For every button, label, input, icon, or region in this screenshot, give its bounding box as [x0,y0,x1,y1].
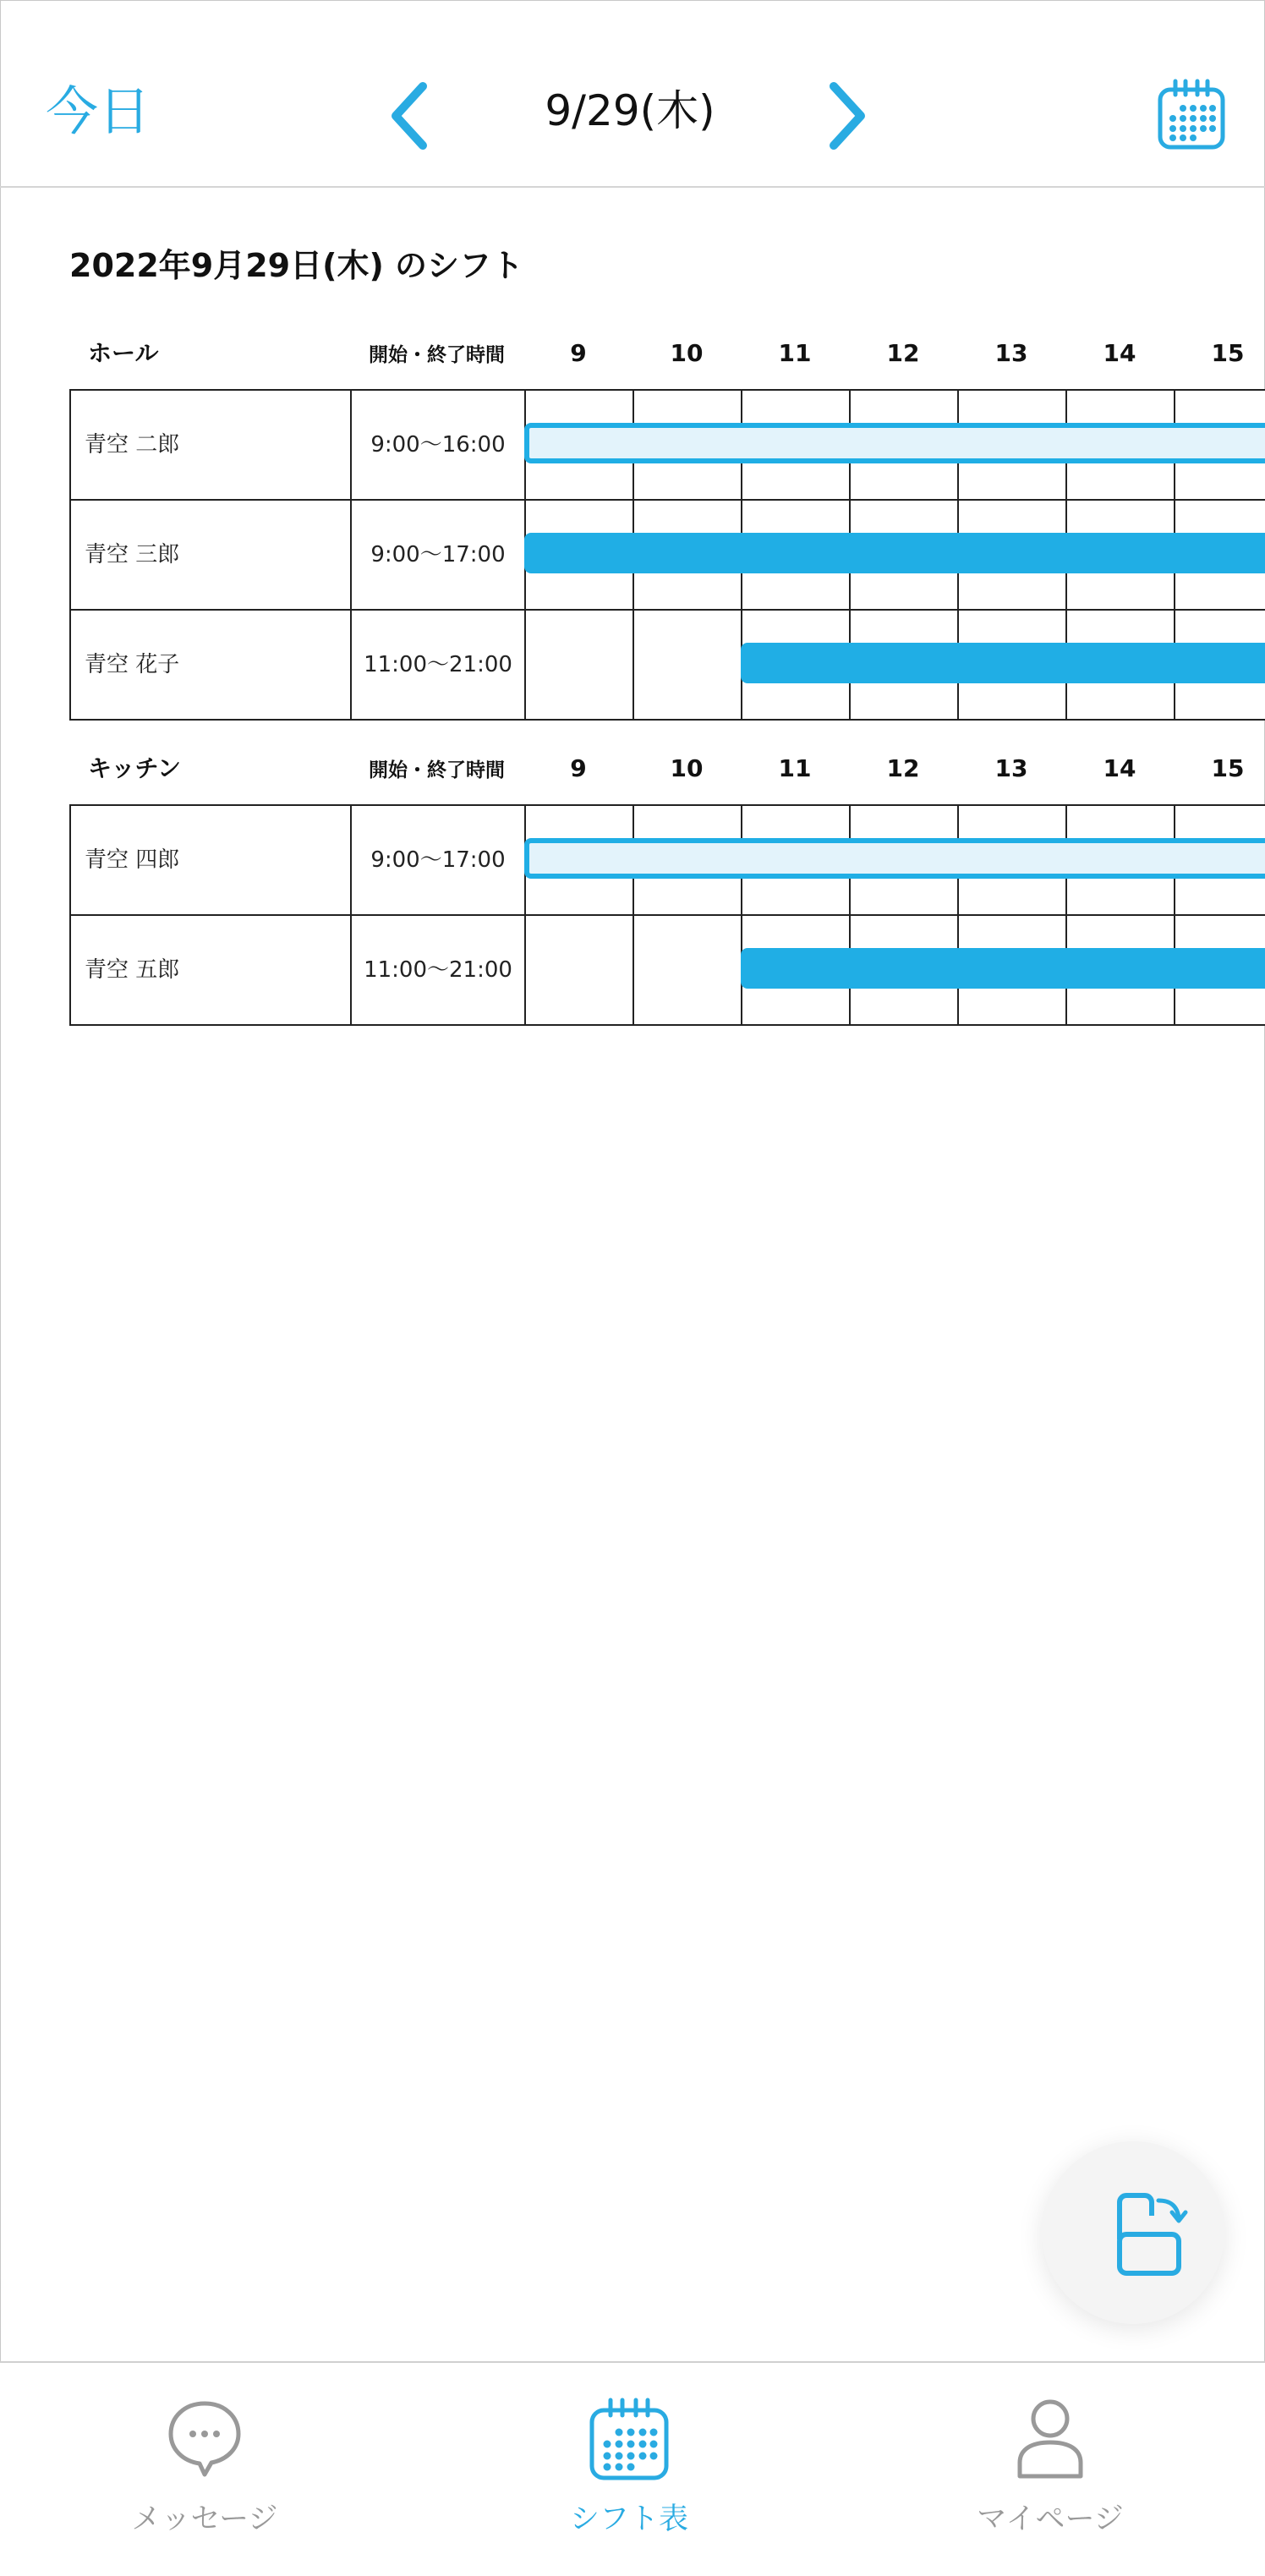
staff-name: 青空 三郎 [85,542,180,567]
person-icon [1010,2397,1091,2481]
staff-name-cell [69,499,352,611]
tab-label: マイページ [977,2502,1124,2536]
time-column-header: 開始・終了時間 [369,759,505,781]
chevron-left-icon [386,81,436,151]
hour-label: 10 [670,339,704,367]
staff-name-cell [69,804,352,916]
shift-row[interactable] [69,389,1265,499]
message-bubble-icon [164,2397,245,2481]
shift-time-cell [350,499,526,611]
next-day-button[interactable] [820,81,871,151]
hour-label: 15 [1211,754,1245,782]
staff-name: 青空 二郎 [85,432,180,458]
shift-row[interactable] [69,914,1265,1024]
section-name: ホール [88,339,159,367]
shift-time: 11:00〜21:00 [364,957,512,983]
hour-label: 10 [670,754,704,782]
today-button[interactable]: 今日 [46,80,151,142]
shift-time-cell [350,804,526,916]
calendar-button[interactable] [1157,78,1226,151]
bottom-tab-bar [0,2361,1265,2576]
shift-bar[interactable] [741,948,1265,989]
time-column-header: 開始・終了時間 [369,344,505,366]
shift-bar[interactable] [524,423,1265,463]
tab-shift-table[interactable] [502,2397,756,2566]
calendar-icon [589,2397,670,2481]
shift-time: 11:00〜21:00 [364,652,512,677]
hour-label: 11 [778,339,812,367]
top-header [0,0,1265,188]
shift-row[interactable] [69,499,1265,609]
staff-name: 青空 五郎 [85,957,180,983]
shift-time-cell [350,389,526,501]
tab-label: メッセージ [131,2502,278,2536]
current-date: 9/29(木) [545,86,715,135]
hour-label: 11 [778,754,812,782]
shift-date-heading: 2022年9月29日(木) のシフト [69,247,524,284]
section-header [69,745,1265,804]
hour-label: 12 [886,339,920,367]
section-header [69,330,1265,389]
shift-time-cell [350,609,526,721]
tab-my-page[interactable] [923,2397,1177,2566]
hour-label: 15 [1211,339,1245,367]
shift-time: 9:00〜16:00 [370,432,506,458]
shift-section-kitchen [69,745,1265,1024]
tab-messages[interactable] [78,2397,331,2566]
shift-bar[interactable] [524,838,1265,879]
shift-bar[interactable] [741,643,1265,683]
hour-label: 12 [886,754,920,782]
chevron-right-icon [820,81,871,151]
shift-time: 9:00〜17:00 [370,847,506,873]
section-name: キッチン [88,754,182,782]
hour-label: 13 [994,339,1028,367]
staff-name: 青空 花子 [85,652,180,677]
shift-time-cell [350,914,526,1026]
shift-section-hall [69,330,1265,719]
calendar-icon [1157,78,1226,151]
shift-rows [69,389,1265,719]
staff-name-cell [69,914,352,1026]
hour-cell [524,914,634,1026]
shift-rows [69,804,1265,1024]
staff-name: 青空 四郎 [85,847,180,873]
tab-label: シフト表 [569,2502,688,2536]
hour-label: 13 [994,754,1028,782]
shift-row[interactable] [69,804,1265,914]
prev-day-button[interactable] [386,81,436,151]
rotate-view-button[interactable] [1042,2141,1224,2324]
shift-row[interactable] [69,609,1265,719]
shift-time: 9:00〜17:00 [370,542,506,567]
hour-cell [632,609,742,721]
staff-name-cell [69,609,352,721]
swap-layout-icon [1042,2141,1224,2324]
shift-bar[interactable] [524,533,1265,573]
staff-name-cell [69,389,352,501]
hour-label: 9 [570,339,587,367]
hour-label: 9 [570,754,587,782]
hour-cell [524,609,634,721]
hour-cell [632,914,742,1026]
hour-label: 14 [1103,339,1136,367]
hour-label: 14 [1103,754,1136,782]
